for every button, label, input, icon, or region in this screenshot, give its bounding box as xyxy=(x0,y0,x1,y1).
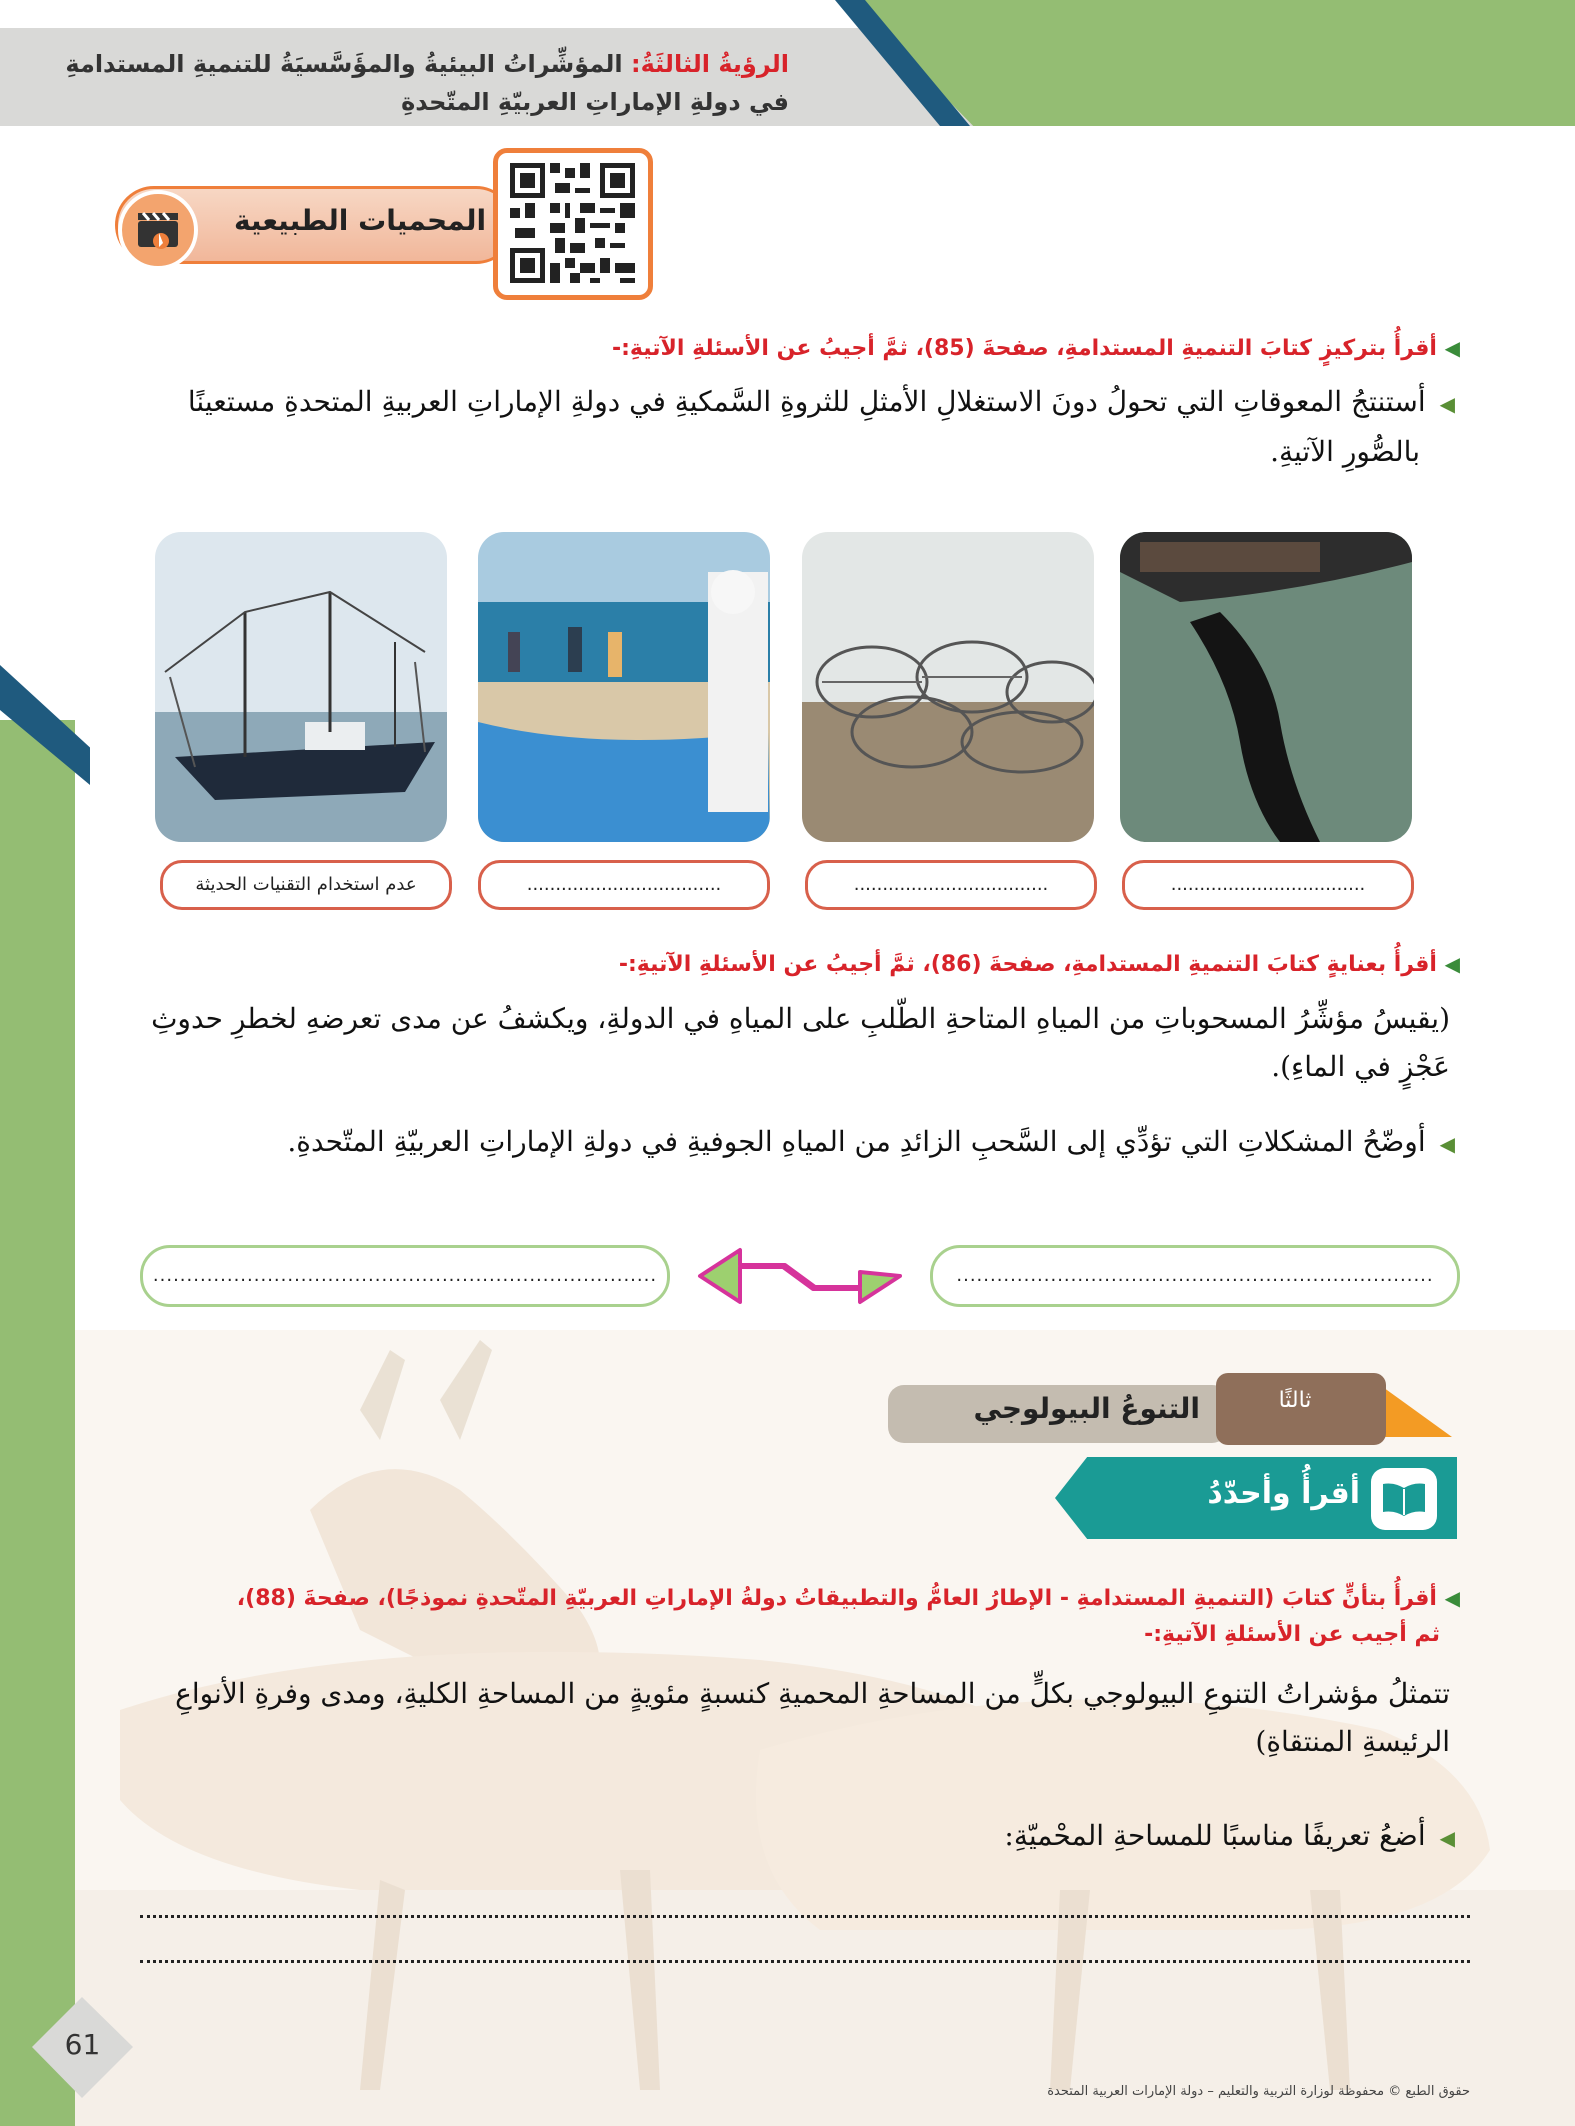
fishing-boat-photo xyxy=(155,532,447,842)
beach-fishermen-photo xyxy=(478,532,770,842)
section2-paragraph-line1: (يقيسُ مؤشِّرُ المسحوباتِ من المياهِ المتاحةِ الطّلبِ على المياهِ في الدولةِ، ويكشفُ عن مدى تعرضهِ لخطرِ حدوثِ xyxy=(151,1002,1450,1035)
triangle-bullet-icon: ◀ xyxy=(1439,1826,1455,1850)
answer-line-1[interactable] xyxy=(140,1915,1470,1918)
triangle-bullet-icon: ◀ xyxy=(1444,336,1460,360)
section3-question-text: أضعُ تعريفًا مناسبًا للمساحةِ المحْميّةِ: xyxy=(1004,1819,1426,1852)
section2-instruction xyxy=(150,952,1460,977)
photo-caption-2[interactable]: .................................. xyxy=(478,860,770,910)
header-green-band xyxy=(850,0,1575,126)
section2-instruction-text: أقرأُ بعنايةٍ كتابَ التنميةِ المستدامةِ، صفحةَ (86)، ثمَّ أجيبُ عن الأسئلةِ الآتيةِ:- xyxy=(618,952,1437,977)
section3-number: ثالثًا xyxy=(1278,1388,1312,1413)
oil-spill-photo xyxy=(1120,532,1412,842)
section3-question xyxy=(150,1812,1455,1862)
header-title-line2: في دولةِ الإماراتِ العربيّةِ المتّحدةِ xyxy=(401,88,789,116)
section2-paragraph xyxy=(150,995,1450,1091)
photo-caption-4[interactable]: .................................. xyxy=(1122,860,1414,910)
section3-title: التنوعُ البيولوجي xyxy=(973,1392,1200,1425)
section3-instruction-line1: أقرأُ بتأنٍّ كتابَ (التنميةِ المستدامةِ - الإطارُ العامُّ والتطبيقاتُ دولةُ الإماراتِ العربيّةِ المتّحدةِ نموذجًا)، صفحةَ (88)، xyxy=(236,1586,1437,1611)
section1-question-line1: أستنتجُ المعوقاتِ التي تحولُ دونَ الاستغلالِ الأمثلِ للثروةِ السَّمكيةِ في دولةِ الإماراتِ العربيةِ المتحدةِ مستعينًا xyxy=(187,385,1426,418)
section2-question-text: أوضّحُ المشكلاتِ التي تؤدِّي إلى السَّحبِ الزائدِ من المياهِ الجوفيةِ في دولةِ الإماراتِ العربيّةِ المتّحدةِ. xyxy=(287,1125,1426,1158)
double-arrow-icon xyxy=(695,1245,905,1307)
answer-line-2[interactable] xyxy=(140,1960,1470,1963)
vision-label: الرؤيةُ الثالثَةُ: xyxy=(630,50,789,78)
header-title-line1: المؤشِّراتُ البيئيةُ والمؤَسَّسيَةُ للتنميةِ المستدامةِ xyxy=(65,50,623,78)
section3-paragraph-line2: الرئيسةِ المنتقاةِ) xyxy=(1255,1725,1450,1758)
book-icon xyxy=(1371,1468,1437,1530)
qr-code-icon[interactable] xyxy=(510,163,635,283)
section3-instruction-line2: ثم أجيب عن الأسئلةِ الآتيةِ:- xyxy=(1144,1622,1440,1647)
video-clapper-icon[interactable] xyxy=(118,190,198,270)
section2-question xyxy=(150,1118,1455,1168)
triangle-bullet-icon: ◀ xyxy=(1444,1586,1460,1610)
answer-box-right[interactable]: ....................................................................... xyxy=(930,1245,1460,1307)
section3-paragraph xyxy=(150,1670,1450,1766)
section1-question-line2: بالصُّورِ الآتيةِ. xyxy=(1270,435,1420,468)
answer-box-left[interactable]: ........................................................................... xyxy=(140,1245,670,1307)
read-identify-label: أقرأُ وأحدّدُ xyxy=(1207,1476,1360,1511)
page-number: 61 xyxy=(64,2028,101,2061)
photo-caption-3[interactable]: .................................. xyxy=(805,860,1097,910)
triangle-bullet-icon: ◀ xyxy=(1439,392,1455,416)
video-title: المحميات الطبيعية xyxy=(233,204,487,237)
left-green-band xyxy=(0,720,75,2126)
section1-question xyxy=(150,378,1455,476)
header-title xyxy=(29,45,789,121)
section3-instruction xyxy=(150,1580,1460,1653)
triangle-bullet-icon: ◀ xyxy=(1444,952,1460,976)
footer-copyright: حقوق الطبع © محفوظة لوزارة التربية والتعليم – دولة الإمارات العربية المتحدة xyxy=(1047,2084,1470,2099)
section1-instruction xyxy=(150,336,1460,361)
fish-traps-photo xyxy=(802,532,1094,842)
section3-paragraph-line1: تتمثلُ مؤشراتُ التنوعِ البيولوجي بكلٍّ من المساحةِ المحميةِ كنسبةٍ مئويةٍ من المساحةِ الكليةِ، ومدى وفرةِ الأنواعِ xyxy=(175,1677,1450,1710)
section2-paragraph-line2: عَجْزٍ في الماءِ). xyxy=(1271,1050,1450,1083)
section1-instruction-text: أقرأُ بتركيزٍ كتابَ التنميةِ المستدامةِ، صفحةَ (85)، ثمَّ أجيبُ عن الأسئلةِ الآتيةِ:- xyxy=(611,336,1437,361)
triangle-bullet-icon: ◀ xyxy=(1439,1132,1455,1156)
photo-caption-1: عدم استخدام التقنيات الحديثة xyxy=(160,860,452,910)
